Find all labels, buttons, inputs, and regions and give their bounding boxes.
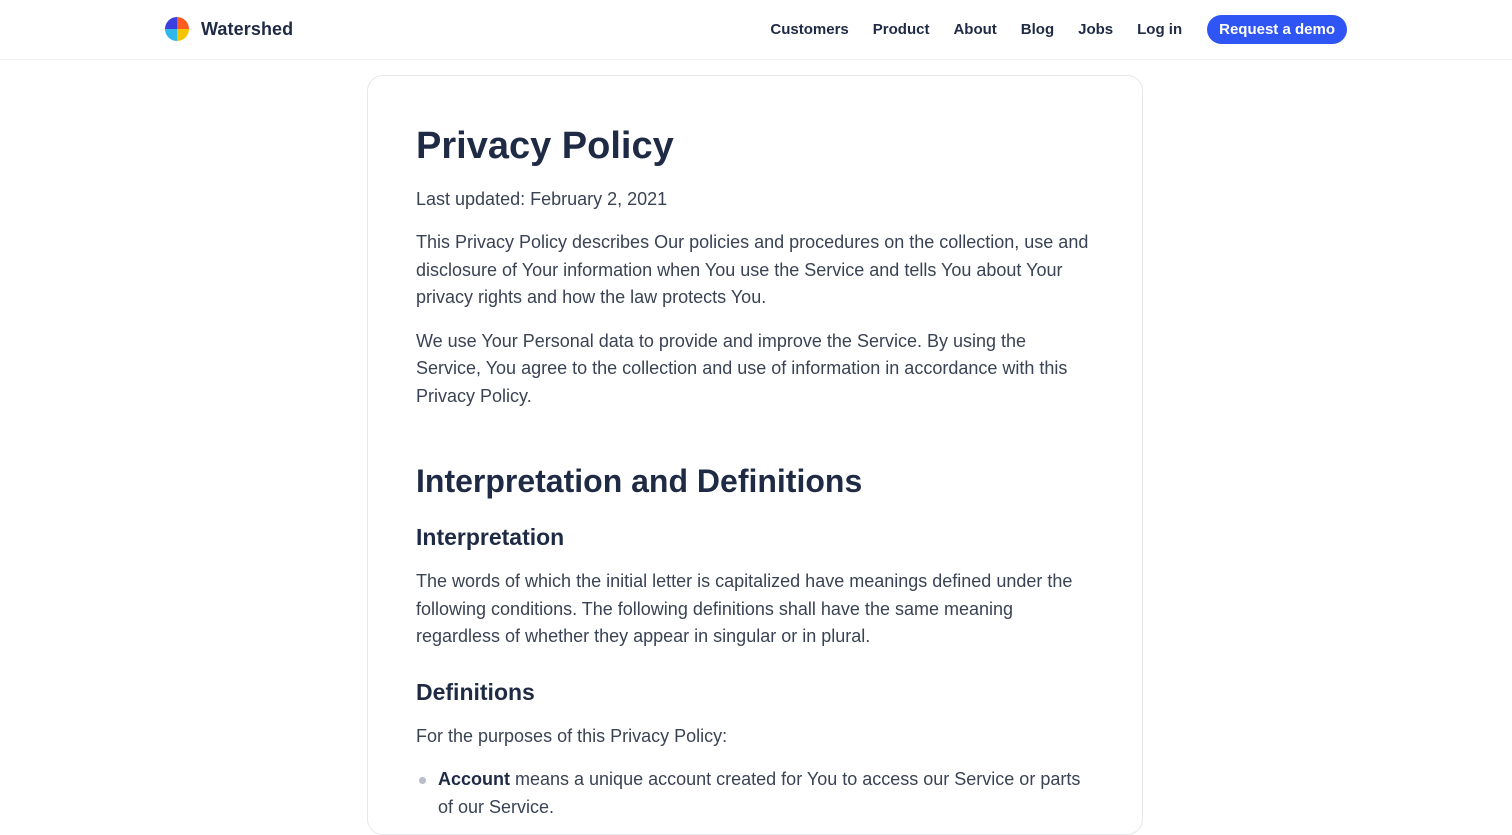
page-title: Privacy Policy [416,125,674,167]
policy-content [416,122,1096,821]
subheading-definitions: Definitions [416,678,535,705]
definition-term: Account [438,769,510,789]
top-navigation-bar [0,0,1512,60]
definitions-list [416,766,1096,821]
nav-link-login[interactable]: Log in [1137,21,1183,38]
nav-link-blog[interactable]: Blog [1020,21,1055,38]
definitions-intro: For the purposes of this Privacy Policy: [416,725,728,746]
last-updated-text: Last updated: February 2, 2021 [416,189,668,209]
main-nav [770,15,1347,44]
nav-link-jobs[interactable]: Jobs [1078,21,1114,38]
subheading-interpretation: Interpretation [416,524,565,550]
interpretation-paragraph: The words of which the initial letter is capitalized have meanings defined under the following conditions. The following definitions shall have the same meaning regardless of whether they appear in singular or in plural. [416,571,1073,646]
section-heading-interpretation-definitions: Interpretation and Definitions [416,463,863,499]
policy-card [367,75,1143,835]
brand-logo-link[interactable] [165,17,293,41]
brand-name: Watershed [201,18,294,39]
nav-link-customers[interactable]: Customers [770,21,849,38]
request-demo-button[interactable]: Request a demo [1207,15,1347,44]
nav-link-product[interactable]: Product [872,21,930,38]
watershed-logo-icon [165,17,189,41]
intro-paragraph-2: We use Your Personal data to provide and improve the Service. By using the Service, You agree to the collection and use of information in accordance with this Privacy Policy. [416,330,1068,406]
list-item [416,766,1096,821]
nav-link-about[interactable]: About [953,21,997,38]
bullet-dot-icon [419,777,426,784]
intro-paragraph-1: This Privacy Policy describes Our policies and procedures on the collection, use and disclosure of Your information when You use the Service and tells You about Your privacy rights and how the law protects You. [416,232,1089,307]
definition-text: means a unique account created for You to access our Service or parts of our Service. [438,769,1081,817]
